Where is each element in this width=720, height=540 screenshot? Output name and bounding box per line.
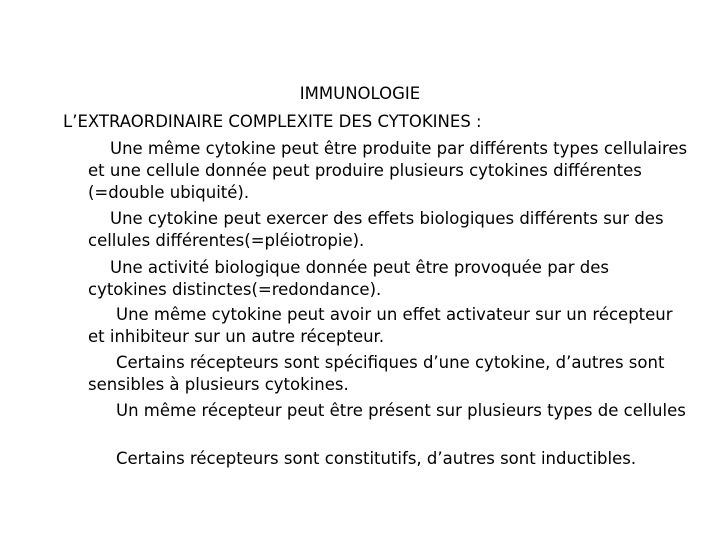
bullet-item-redondance: Une activité biologique donnée peut être provoquée par des cytokines distinctes(=redondance). xyxy=(88,258,610,299)
bullet-item-effet-activateur: Une même cytokine peut avoir un effet activateur sur un récepteur et inhibiteur sur un autre récepteur. xyxy=(88,305,673,346)
bullet-item-pleiotropie: Une cytokine peut exercer des effets biologiques différents sur des cellules différentes(=pléiotropie). xyxy=(88,209,664,250)
bullet-item-recepteurs-constitutifs: Certains récepteurs sont constitutifs, d’autres sont inductibles. xyxy=(116,449,637,468)
bullet-item-recepteurs-specifiques: Certains récepteurs sont spécifiques d’une cytokine, d’autres sont sensibles à plusieurs cytokines. xyxy=(88,353,665,394)
bullet-item-recepteur-present: Un même récepteur peut être présent sur plusieurs types de cellules xyxy=(116,401,686,420)
slide-title: IMMUNOLOGIE xyxy=(299,84,421,103)
slide-heading: L’EXTRAORDINAIRE COMPLEXITE DES CYTOKINES : xyxy=(63,112,482,131)
bullet-item-double-ubiquite: Une même cytokine peut être produite par différents types cellulaires et une cellule donnée peut produire plusieurs cytokines différentes (=double ubiquité). xyxy=(88,139,688,202)
